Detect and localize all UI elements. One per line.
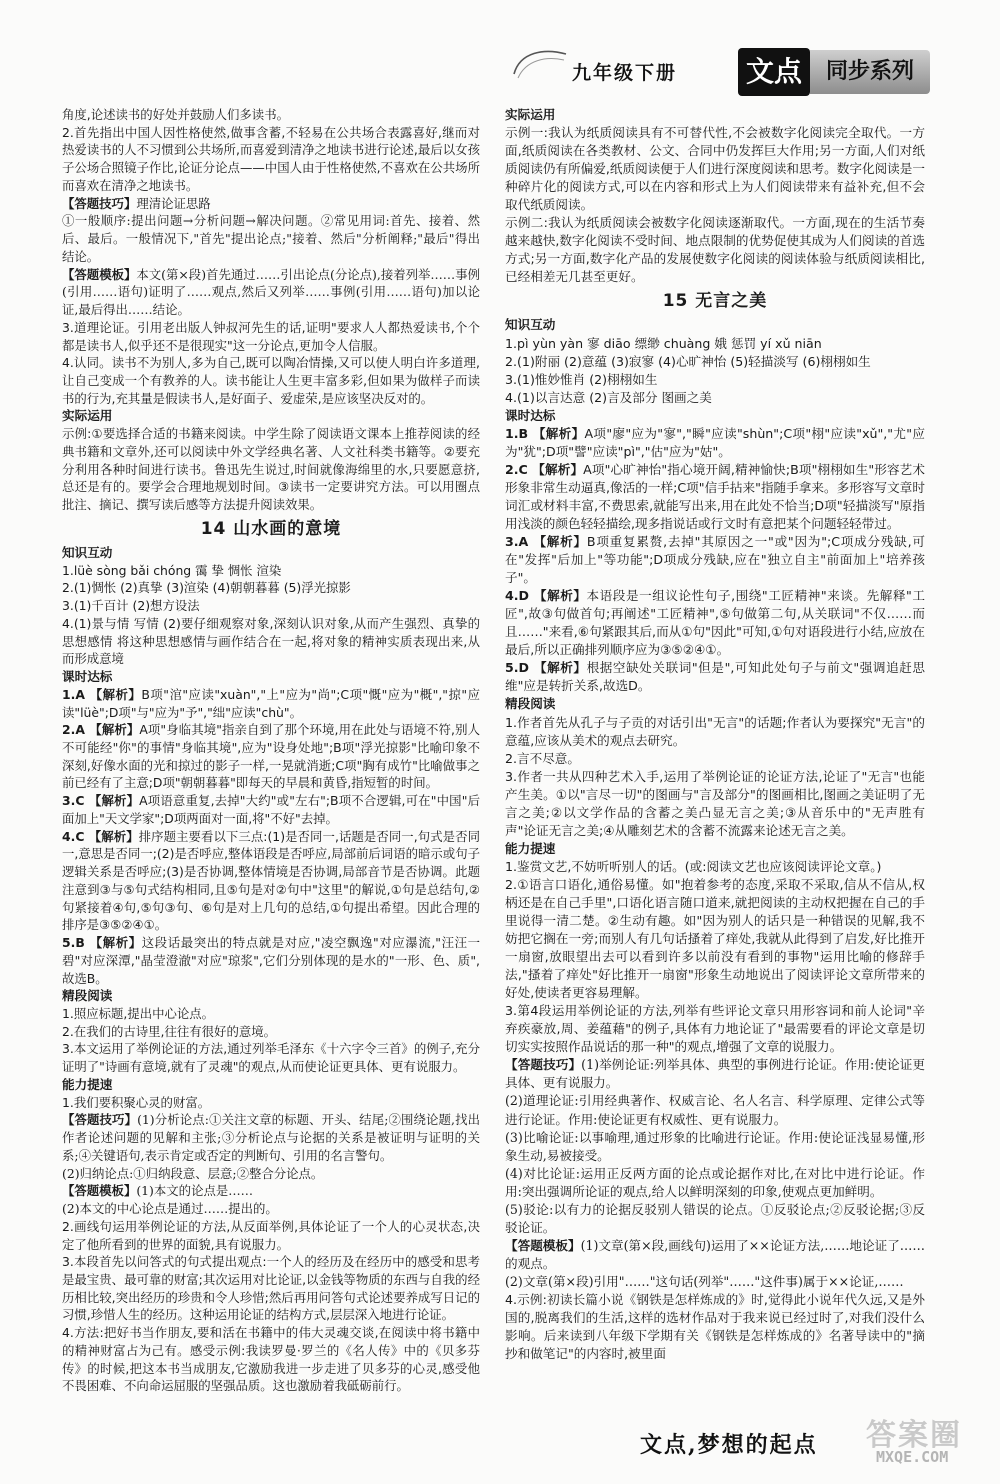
answer-tag: 5.D 【解析】 [505, 660, 587, 676]
answer-paragraph [62, 597, 480, 615]
section-heading [505, 316, 925, 334]
section-heading [62, 544, 480, 562]
answer-paragraph [505, 214, 925, 286]
answer-text: A项"廖"应为"寥","瞬"应读"shùn";C项"栩"应读"xǔ","尤"应为"犹";D项"譬"应读"pì","估"应为"姑"。 [505, 425, 926, 459]
answer-tip [505, 1165, 925, 1201]
answer-paragraph [62, 1218, 480, 1253]
answer-text: B项"涫"应读"xuàn","上"应为"尚";C项"慨"应为"概","掠"应读"lüè";D项"与"应为"予","绌"应读"chù"。 [62, 686, 481, 720]
answer-text: (2)文章(第×段)引用"……"这句话(列举"……"这件事)属于××论证,…… [505, 1273, 904, 1289]
answer-text: 本文(第×段)首先通过……引出论点(分论点),接着列举……事例(引用……语句)证明了……观点,然后又列举……事例(引用……语句)加以论证,最后得出……结论。 [62, 266, 480, 318]
answer-tip [505, 1129, 925, 1165]
answer-tip [505, 1237, 925, 1273]
answer-text: 4.认同。读书不为别人,多为自己,既可以陶冶情操,又可以使人明白许多道理,让自己变成一个有教养的人。读书能让人生更丰富多彩,但如果为做样子而读书的行为,充其量是假读书人,是好面子、爱虚荣,是应该坚决反对的。 [62, 355, 480, 406]
answer-tag: 【答题技巧】 [505, 1057, 582, 1073]
answer-text: 3.作者一共从四种艺术入手,运用了举例论证的论证方法,论证了"无言"也能产生美。①以"言尽一切"的图画与"言及部分"的图画相比,图画之美证明了无言之美;②以文学作品的含蓄之美凸显无言之美;③从音乐中的"无声胜有声"论证无言之美;④从雕刻艺术的含蓄不流露来论述无言之美。 [505, 768, 925, 838]
swoosh-decoration-icon [510, 44, 570, 84]
answer-text: 1.pì yùn yàn 寥 diāo 缥缈 chuàng 娥 惩罚 yí xǔ niān [505, 335, 822, 351]
answer-text: 3.本段首先以问答式的句式提出观点:一个人的经历及在经历中的感受和思考是最宝贵、最可靠的财富;其次运用对比论证,以金钱等物质的东西与自我的经历相比较,突出经历的珍贵和令人珍惜;然后再用问答句式论述要养成写日记的习惯,珍惜人生的经历。这种运用论证的结构方式,层层深入地进行论证。 [62, 1254, 480, 1323]
answer-text: 这段话最突出的特点就是对应,"凌空飘逸"对应瀑流,"汪汪一碧"对应深潭,"晶莹澄澈"对应"琼浆",它们分别体现的是水的"一形、色、质",故选B。 [62, 935, 480, 986]
answer-paragraph [62, 1005, 480, 1023]
answer-text: 知识互动 [505, 317, 556, 333]
answer-text: 4.(1)以言达意 (2)言及部分 图画之美 [505, 389, 712, 405]
answer-tag: 【答题模板】 [62, 1183, 137, 1199]
answer-text: 实际运用 [505, 107, 556, 122]
answer-text: (1)本文的论点是…… [136, 1183, 254, 1199]
answer-text: 示例二:我认为纸质阅读会被数字化阅读逐渐取代。一方面,现在的生活节奏越来越快,数字化阅读不受时间、地点限制的优势促使其成为人们阅读的首选方式;另一方面,数字化产品的发展使数字化阅读的阅读体验与纸质阅读相比,已经相差无几甚至更好。 [505, 215, 925, 285]
answer-tag: 1.A 【解析】 [62, 686, 142, 702]
section-heading [505, 407, 925, 425]
answer-tag: 1.B 【解析】 [505, 425, 585, 441]
answer-text: 示例:①要选择合适的书籍来阅读。中学生除了阅读语文课本上推荐阅读的经典书籍和文章外,还可以阅读中外文学经典名著、人文社科类书籍等。②要充分利用各种时间进行读书。鲁迅先生说过,时间就像海绵里的水,只要愿意挤,总还是有的。要学会合理地规划时间。③读书一定要讲究方法。可以用圈点批注、摘记、撰写读后感等方法提升阅读效果。 [62, 426, 480, 513]
watermark-url: MXQE.COM [876, 1448, 949, 1466]
answer-text: 2.画线句运用举例论证的方法,从反面举例,具体论证了一个人的心灵状态,决定了他所看到的世界的面貌,具有说服力。 [62, 1218, 480, 1252]
answer-text: A项"心旷神怡"指心境开阔,精神愉快;B项"栩栩如生"形容艺术形象非常生动逼真,像活的一样;C项"信手拈来"指随手拿来。多形容写文章时词汇或材料丰富,不费思索,就能写出来,用在此处不恰当;D项"轻描淡写"原指用浅淡的颜色轻轻描绘,现多指说话或行文时有意把某个问题轻轻带过。 [505, 461, 925, 531]
answer-paragraph [62, 579, 480, 597]
answer-text: (1)文章(第×段,画线句)运用了××论证方法,……地论证了……的观点。 [505, 1237, 925, 1271]
answer-tip [62, 1182, 480, 1200]
answer-text: 角度,论述读书的好处并鼓励人们多读书。 [62, 107, 289, 122]
answer-paragraph [505, 750, 925, 768]
answer-text: 2.(1)附丽 (2)意蕴 (3)寂寥 (4)心旷神怡 (5)轻描淡写 (6)栩栩如生 [505, 353, 871, 369]
answer-text: 能力提速 [505, 840, 556, 856]
answer-text: 示例一:我认为纸质阅读具有不可替代性,不会被数字化阅读完全取代。一方面,纸质阅读在各类教材、公文、合同中仍发挥巨大作用;另一方面,人们对纸质阅读仍有所偏爱,纸质阅读便于人们进行深度阅读和思考。数字化阅读是一种碎片化的阅读方式,可以在内容和形式上为人们阅读带来有益补充,但不会取代纸质阅读。 [505, 125, 925, 213]
answer-paragraph [505, 353, 925, 371]
answer-text: A项语意重复,去掉"大约"或"左右";B项不合逻辑,可在"中国"后面加上"天文学家";D项两面对一面,将"不好"去掉。 [62, 793, 480, 826]
answer-paragraph [62, 934, 480, 987]
answer-paragraph [505, 714, 925, 750]
answer-paragraph [505, 858, 925, 876]
answer-tag: 【答题技巧】 [62, 195, 137, 211]
answer-tip [62, 1111, 480, 1164]
answer-paragraph [505, 533, 925, 587]
answer-text: 1.我们要积聚心灵的财富。 [62, 1094, 211, 1110]
answer-tip [505, 1056, 925, 1092]
answer-text: (2)本文的中心论点是通过……提出的。 [62, 1201, 278, 1217]
watermark-text: 答案圈 [866, 1418, 962, 1453]
answer-text: 4.示例:初读长篇小说《钢铁是怎样炼成的》时,觉得此小说年代久远,又是外国的,脱离我们的生活,这样的选材作品对于我来说已经过时了,对我们没什么影响。后来读到八年级下学期有关《钢铁是怎样炼成的》名著导读中的"摘抄和做笔记"的内容时,被里面 [505, 1292, 925, 1362]
answer-paragraph [505, 768, 925, 840]
answer-text: 精段阅读 [505, 696, 556, 712]
section-heading [62, 987, 480, 1005]
answer-paragraph [505, 389, 925, 407]
answer-text: 1.照应标题,提出中心论点。 [62, 1005, 215, 1021]
answer-paragraph [505, 425, 925, 461]
left-column [62, 106, 480, 1395]
answer-text: 理清论证思路 [136, 195, 211, 211]
section-heading [62, 668, 480, 686]
answer-tip [62, 1200, 480, 1218]
lesson-title [505, 288, 925, 314]
answer-text: 2.言不尽意。 [505, 750, 580, 766]
answer-text: 3.第4段运用举例论证的方法,列举有些评论文章只用形容词和前人论词"辛弃疾豪放,周、姜蕴藉"的例子,具体有力地论证了"最需要看的评论文章是切切实实按照作品说话的那一种"的观点,增强了文章的说服力。 [505, 1003, 925, 1055]
answer-paragraph [62, 319, 480, 354]
section-heading [505, 695, 925, 713]
answer-paragraph [62, 686, 480, 721]
answer-text: ①一般顺序:提出问题→分析问题→解决问题。②常见用词:首先、接着、然后、最后。一般情况下,"首先"提出论点;"接着、然后"分析阐释;"最后"得出结论。 [62, 213, 480, 264]
answer-text: A项"身临其境"指亲自到了那个环境,用在此处与语境不符,别人不可能经"你"的事情"身临其境",应为"设身处地";B项"浮光掠影"比喻印象不深刻,好像水面的光和掠过的影子一样,一晃就消逝;C项"胸有成竹"比喻做事之前已经有了主意;D项"朝朝暮暮"即每天的早晨和黄昏,指短暂的时间。 [62, 722, 480, 791]
answer-paragraph [505, 876, 925, 1002]
answer-paragraph [62, 828, 480, 934]
answer-tag: 4.C 【解析】 [62, 828, 139, 844]
answer-text: 排序题主要看以下三点:(1)是否同一,话题是否同一,句式是否同一,意思是否同一;(2)是否呼应,整体语段是否呼应,局部前后词语的暗示或句子逻辑关系是否呼应;(3)是否协调,整体情境是否协调,局部音节是否协调。此题注意到③与⑤句式结构相同,且⑤句是对②句中"这里"的解说,①句是总结句,②句紧接着④句,⑤句③句、⑥句是对上几句的总结,①句提出希望。因此合理的排序是③⑤②④①。 [62, 828, 480, 933]
answer-text: 3.(1)惟妙惟肖 (2)栩栩如生 [505, 371, 658, 387]
answer-text: 实际运用 [62, 408, 113, 424]
answer-paragraph [505, 587, 925, 659]
answer-text: 3.道理论证。引用老出版人钟叔河先生的话,证明"要求人人都热爱读书,个个都是读书人,似乎还不是很现实"这一分论点,更加令人信服。 [62, 319, 480, 353]
answer-tip [62, 1165, 480, 1183]
answer-paragraph [62, 1023, 480, 1041]
answer-text: 14 山水画的意境 [200, 518, 342, 539]
answer-tag: 3.A 【解析】 [505, 534, 587, 550]
answer-text: (3)比喻论证:以事喻理,通过形象的比喻进行论证。作用:使论证浅显易懂,形象生动,易被接受。 [505, 1129, 925, 1163]
answer-text: (5)驳论:以有力的论据反驳别人错误的论点。①反驳论点;②反驳论据;③反驳论证。 [505, 1201, 925, 1235]
answer-text: (4)对比论证:运用正反两方面的论点或论据作对比,在对比中进行论证。作用:突出强调所论证的观点,给人以鲜明深刻的印象,使观点更加鲜明。 [505, 1165, 925, 1199]
answer-text: 2.(1)惆怅 (2)真挚 (3)渲染 (4)朝朝暮暮 (5)浮光掠影 [62, 580, 351, 596]
answer-text: 课时达标 [505, 407, 556, 423]
answer-tag: 【答题模板】 [62, 266, 137, 282]
answer-text: (1)举例论证:列举具体、典型的事例进行论证。作用:使论证更具体、更有说服力。 [505, 1057, 925, 1091]
answer-paragraph [505, 461, 925, 533]
answer-tip [505, 1201, 925, 1237]
answer-text: 15 无言之美 [662, 291, 768, 312]
series-label: 同步系列 [810, 50, 930, 94]
answer-text: 1.作者首先从孔子与子贡的对话引出"无言"的话题;作者认为要探究"无言"的意蕴,应该从美术的观点去研究。 [505, 714, 925, 748]
answer-paragraph [505, 1002, 925, 1056]
answer-paragraph [62, 124, 480, 195]
answer-tag: 2.C 【解析】 [505, 461, 584, 477]
answer-paragraph [62, 615, 480, 668]
answer-paragraph [62, 1253, 480, 1324]
grade-label: 九年级下册 [572, 62, 678, 84]
answer-text: 根据空缺处关联词"但是",可知此处句子与前文"强调追赶思维"应是转折关系,故选D。 [505, 660, 925, 694]
answer-text: (2)道理论证:引用经典著作、权威言论、名人名言、科学原理、定律公式等进行论证。作用:使论证更有权威性、更有说服力。 [505, 1093, 925, 1127]
answer-text: 1.鉴赏文艺,不妨听听别人的话。(或:阅读文艺也应该阅读评论文章。) [505, 858, 882, 874]
answer-tag: 【答题技巧】 [62, 1112, 138, 1128]
answer-paragraph [62, 562, 480, 580]
answer-tag: 3.C 【解析】 [62, 793, 140, 809]
answer-paragraph [505, 371, 925, 389]
answer-text: 2.在我们的古诗里,往往有很好的意境。 [62, 1023, 277, 1039]
answer-tag: 4.D 【解析】 [505, 588, 587, 604]
answer-tip [62, 212, 480, 265]
right-column [505, 106, 925, 1363]
answer-paragraph [62, 721, 480, 792]
section-heading [505, 106, 925, 124]
answer-text: 4.方法:把好书当作朋友,要和活在书籍中的伟大灵魂交谈,在阅读中将书籍中的精神财富占为己有。感受示例:我读罗曼·罗兰的《名人传》中的《贝多芬传》的时候,把这本书当成朋友,它激励我进一步走进了贝多芬的心灵,感受他不畏困难、不向命运屈服的坚强品质。这也激励着我砥砺前行。 [62, 1325, 480, 1394]
answer-paragraph [62, 425, 480, 514]
section-heading [62, 407, 480, 425]
answer-text: 本语段是一组议论性句子,围绕"工匠精神"来谈。先解释"工匠",故③句做首句;再阐述"工匠精神",⑤句做第二句,从关联词"不仅……而且……"来看,⑥句紧跟其后,而从①句"因此"可知,①句对语段进行小结,应放在最后,所以正确排列顺序应为③⑤②④①。 [505, 588, 925, 658]
brand-logo: 文点 [738, 48, 810, 96]
answer-paragraph [505, 1291, 925, 1363]
answer-tip [505, 1092, 925, 1128]
answer-paragraph [62, 354, 480, 407]
answer-text: 3.本文运用了举例论证的方法,通过列举毛泽东《十六字令三首》的例子,充分证明了"诗画有意境,就有了灵魂"的观点,从而使论证更具体、更有说服力。 [62, 1041, 480, 1075]
answer-tag: 2.A 【解析】 [62, 722, 140, 738]
answer-text: 3.(1)千百计 (2)想方设法 [62, 598, 200, 614]
answer-tag: 【答题模板】 [505, 1237, 581, 1253]
section-heading [62, 1076, 480, 1094]
answer-paragraph [62, 1324, 480, 1395]
answer-text: 1.lüè sòng bǎi chóng 霭 挚 惆怅 渲染 [62, 562, 282, 578]
lesson-title [62, 516, 480, 542]
answer-paragraph [62, 1040, 480, 1075]
answer-paragraph [62, 1094, 480, 1112]
answer-text: 精段阅读 [62, 988, 113, 1004]
answer-text: 4.(1)景与情 写情 (2)要仔细观察对象,深刻认识对象,从而产生强烈、真挚的思想感情 将这种思想感情与画作结合在一起,将对象的精神实质表现出来,从而形成意境 [62, 615, 480, 667]
answer-text: 课时达标 [62, 669, 113, 685]
answer-text: 能力提速 [62, 1076, 113, 1092]
answer-paragraph [505, 659, 925, 695]
answer-text: 知识互动 [62, 544, 113, 560]
answer-text: 2.首先指出中国人因性格使然,做事含蓄,不轻易在公共场合表露喜好,继而对热爱读书的人不习惯到公共场所,而喜爱到清净之地读书进行论述,最后以女孩子公场合照镜子作比,论证分论点——中国人由于性格使然,不喜欢在公共场所而喜欢在清净之地读书。 [62, 124, 480, 193]
answer-paragraph [505, 335, 925, 353]
answer-text: 2.①语言口语化,通俗易懂。如"抱着参考的态度,采取不采取,信从不信从,权柄还是在自己手里",口语化语言随口道来,就把阅读的主动权把握在自己的手里说得一清二楚。②生动有趣。如"因为别人的话只是一种错误的见解,我不妨把它搁在一旁;而别人有几句话搔着了痒处,我就从此得到了启发,好比推开一扇窗,放眼望出去可以看到许多以前没有看到的事物"运用比喻的修辞手法,"搔着了痒处"好比推开一扇窗"形象生动地说出了阅读评论文章所带来的好处,使读者更容易理解。 [505, 876, 925, 1001]
answer-text: (2)归纳论点:①归纳段意、层意;②整合分论点。 [62, 1165, 324, 1181]
answer-paragraph [62, 106, 480, 124]
watermark [862, 1408, 992, 1470]
page-header [510, 38, 930, 108]
answer-text: (1)分析论点:①关注文章的标题、开头、结尾;②围绕论题,找出作者论述问题的见解和主张;③分析论点与论据的关系是被证明与证明的关系;④关键语句,表示肯定或否定的判断句、引用的名言警句。 [62, 1112, 480, 1163]
section-heading [505, 840, 925, 858]
answer-paragraph [62, 792, 480, 827]
answer-paragraph [62, 195, 480, 213]
answer-text: B项重复累赘,去掉"其原因之一"或"因为";C项成分残缺,可在"发挥"后加上"等功能";D项成分残缺,应在"独立自主"前面加上"培养孩子"。 [505, 534, 925, 586]
footer-slogan: 文点,梦想的起点 [640, 1432, 818, 1458]
answer-tag: 5.B 【解析】 [62, 935, 142, 951]
answer-tip [62, 266, 480, 319]
answer-paragraph [505, 124, 925, 214]
answer-tip [505, 1273, 925, 1291]
